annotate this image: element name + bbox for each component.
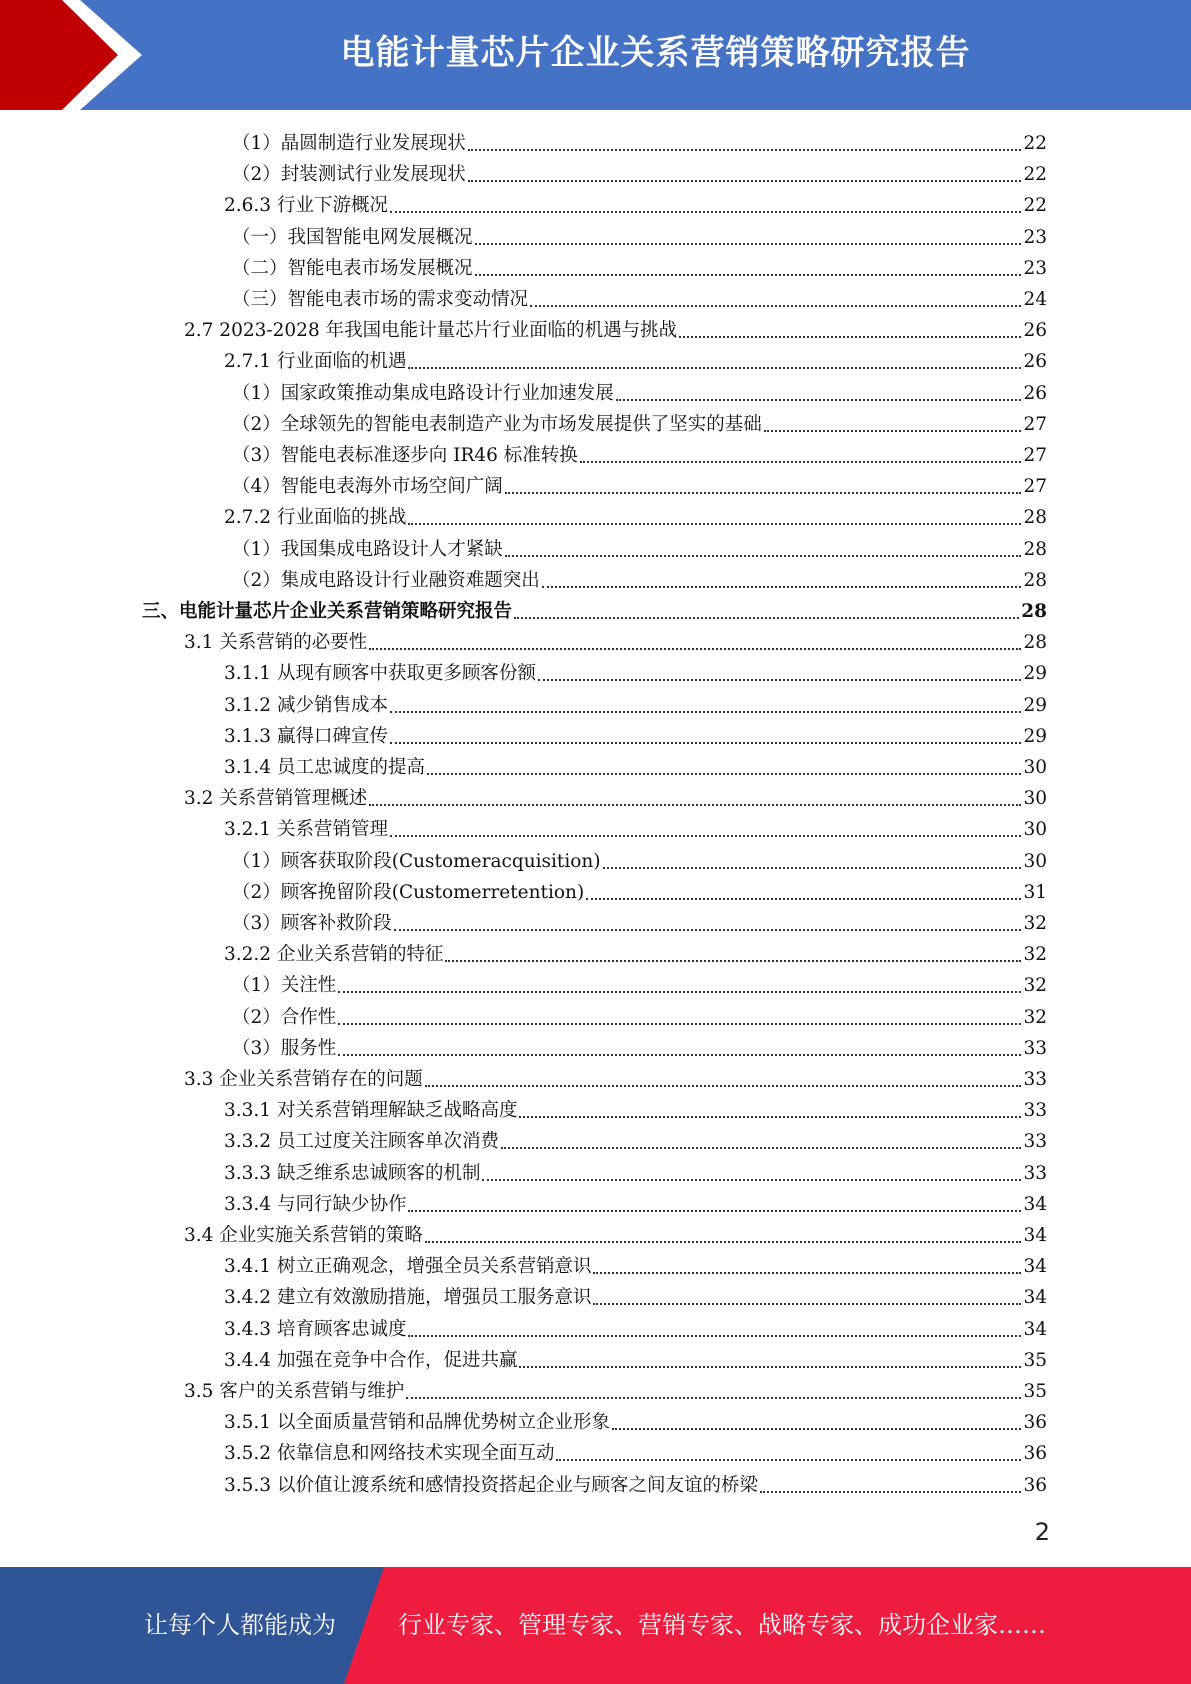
toc-entry-title: 3.1 关系营销的必要性: [184, 632, 368, 654]
toc-entry[interactable]: [224, 1189, 1047, 1220]
toc-dot-leader: [482, 1179, 1021, 1181]
toc-entry-title: （3）智能电表标准逐步向 IR46 标准转换: [232, 445, 578, 466]
toc-dot-leader: [530, 305, 1021, 307]
toc-entry-title: （2）顾客挽留阶段(Customerretention): [232, 881, 585, 903]
toc-entry-title: （3）顾客补救阶段: [232, 913, 392, 934]
toc-entry-title: 3.1.4 员工忠诚度的提高: [224, 757, 425, 778]
toc-entry-page: 28: [1023, 569, 1047, 591]
toc-entry-title: （二）智能电表市场发展概况: [232, 257, 473, 279]
toc-entry-page: 27: [1023, 445, 1047, 466]
toc-entry[interactable]: [184, 783, 1047, 814]
toc-dot-leader: [390, 742, 1021, 744]
toc-dot-leader: [505, 492, 1022, 494]
toc-entry[interactable]: [224, 1095, 1047, 1126]
toc-entry[interactable]: [232, 253, 1047, 284]
toc-entry-page: 22: [1023, 133, 1047, 154]
toc-entry[interactable]: [224, 1345, 1047, 1376]
toc-entry-title: 3.4.3 培育顾客忠诚度: [224, 1318, 407, 1340]
toc-entry-title: （1）顾客获取阶段(Customeracquisition): [232, 850, 601, 872]
toc-dot-leader: [679, 336, 1021, 338]
toc-entry-title: 3.3.2 员工过度关注顾客单次消费: [224, 1131, 499, 1153]
footer-slogan-right: 行业专家、管理专家、营销专家、战略专家、成功企业家……: [398, 1611, 1046, 1639]
toc-entry-page: 22: [1023, 195, 1047, 217]
toc-entry-page: 32: [1023, 975, 1047, 997]
toc-entry-title: 2.7.1 行业面临的机遇: [224, 351, 407, 373]
toc-dot-leader: [369, 804, 1021, 806]
toc-entry-page: 34: [1023, 1256, 1047, 1278]
toc-entry-title: 三、电能计量芯片企业关系营销策略研究报告: [142, 601, 513, 622]
toc-dot-leader: [501, 1147, 1021, 1149]
toc-entry[interactable]: [232, 471, 1047, 502]
toc-entry-title: （一）我国智能电网发展概况: [232, 226, 473, 248]
toc-entry[interactable]: [232, 128, 1047, 159]
toc-entry[interactable]: [224, 752, 1047, 783]
toc-dot-leader: [538, 679, 1021, 681]
toc-entry[interactable]: [224, 190, 1047, 221]
toc-entry[interactable]: [142, 596, 1047, 627]
toc-entry[interactable]: [232, 534, 1047, 565]
toc-dot-leader: [556, 1459, 1021, 1461]
toc-entry-title: （1）关注性: [232, 975, 337, 997]
toc-dot-leader: [408, 523, 1021, 525]
toc-dot-leader: [390, 211, 1021, 213]
toc-entry-title: 3.1.3 赢得口碑宣传: [224, 725, 388, 747]
toc-entry-page: 29: [1023, 663, 1047, 685]
toc-entry-title: 2.7 2023-2028 年我国电能计量芯片行业面临的机遇与挑战: [184, 320, 678, 342]
toc-dot-leader: [425, 1241, 1022, 1243]
toc-entry-title: 2.6.3 行业下游概况: [224, 195, 388, 217]
toc-entry[interactable]: [224, 346, 1047, 377]
toc-entry-page: 35: [1023, 1349, 1047, 1371]
toc-entry[interactable]: [232, 159, 1047, 190]
toc-entry-page: 23: [1023, 226, 1047, 248]
toc-entry[interactable]: [184, 1220, 1047, 1251]
toc-entry[interactable]: [224, 1158, 1047, 1189]
toc-dot-leader: [390, 835, 1021, 837]
toc-dot-leader: [542, 586, 1022, 588]
toc-entry-page: 34: [1023, 1287, 1047, 1309]
toc-dot-leader: [593, 1272, 1021, 1274]
toc-entry[interactable]: [232, 908, 1047, 939]
toc-entry-page: 33: [1023, 1162, 1047, 1184]
toc-dot-leader: [427, 773, 1021, 775]
toc-entry-page: 29: [1023, 725, 1047, 747]
toc-entry-page: 30: [1023, 757, 1047, 778]
toc-entry-title: 3.2.2 企业关系营销的特征: [224, 944, 444, 966]
toc-entry-title: 3.5.2 依靠信息和网络技术实现全面互动: [224, 1443, 555, 1465]
toc-entry[interactable]: [232, 378, 1047, 409]
toc-entry[interactable]: [224, 1251, 1047, 1282]
toc-entry-page: 34: [1023, 1318, 1047, 1340]
toc-entry-page: 27: [1023, 413, 1047, 435]
toc-dot-leader: [338, 1054, 1021, 1056]
toc-entry-page: 36: [1023, 1443, 1047, 1465]
toc-dot-leader: [468, 149, 1022, 151]
toc-entry-title: （1）晶圆制造行业发展现状: [232, 133, 466, 154]
toc-entry[interactable]: [224, 721, 1047, 752]
toc-entry-page: 35: [1023, 1381, 1047, 1402]
toc-dot-leader: [760, 1491, 1021, 1493]
toc-entry[interactable]: [224, 658, 1047, 689]
toc-dot-leader: [616, 399, 1022, 401]
toc-entry-title: （三）智能电表市场的需求变动情况: [232, 289, 529, 310]
toc-entry-title: 3.4.2 建立有效激励措施，增强员工服务意识: [224, 1287, 592, 1309]
toc-entry-title: 3.4.1 树立正确观念，增强全员关系营销意识: [224, 1256, 592, 1278]
toc-entry[interactable]: [224, 502, 1047, 533]
toc-dot-leader: [505, 555, 1022, 557]
toc-entry-page: 33: [1023, 1131, 1047, 1153]
toc-entry-page: 32: [1023, 944, 1047, 966]
toc-entry-title: （2）封装测试行业发展现状: [232, 164, 466, 186]
toc-entry[interactable]: [184, 627, 1047, 658]
toc-dot-leader: [612, 1428, 1021, 1430]
toc-dot-leader: [519, 1366, 1021, 1368]
toc-entry-title: （3）服务性: [232, 1037, 337, 1059]
toc-entry[interactable]: [224, 814, 1047, 845]
toc-entry[interactable]: [224, 939, 1047, 970]
footer-slogan-left: 让每个人都能成为: [144, 1611, 336, 1639]
toc-entry-title: 3.5.1 以全面质量营销和品牌优势树立企业形象: [224, 1412, 610, 1434]
toc-entry-page: 33: [1023, 1100, 1047, 1122]
toc-entry-title: （2）全球领先的智能电表制造产业为市场发展提供了坚实的基础: [232, 413, 762, 435]
toc-dot-leader: [445, 960, 1021, 962]
toc-entry[interactable]: [224, 1282, 1047, 1313]
toc-entry-title: 3.1.1 从现有顾客中获取更多顾客份额: [224, 663, 536, 685]
toc-entry[interactable]: [232, 970, 1047, 1001]
toc-entry[interactable]: [224, 1438, 1047, 1469]
toc-entry-page: 36: [1023, 1474, 1047, 1496]
toc-dot-leader: [369, 648, 1021, 650]
toc-entry-title: 2.7.2 行业面临的挑战: [224, 507, 407, 529]
toc-entry[interactable]: [232, 440, 1047, 471]
toc-dot-leader: [394, 929, 1022, 931]
toc-dot-leader: [475, 243, 1022, 245]
toc-dot-leader: [603, 867, 1022, 869]
toc-entry[interactable]: [224, 1470, 1047, 1501]
toc-dot-leader: [764, 430, 1022, 432]
toc-entry-page: 36: [1023, 1412, 1047, 1434]
toc-entry-page: 33: [1023, 1069, 1047, 1090]
toc-entry[interactable]: [232, 565, 1047, 596]
toc-dot-leader: [408, 1210, 1021, 1212]
toc-entry-page: 26: [1023, 320, 1047, 342]
toc-dot-leader: [408, 1335, 1021, 1337]
toc-dot-leader: [468, 180, 1022, 182]
toc-entry-title: 3.3 企业关系营销存在的问题: [184, 1069, 423, 1090]
toc-entry-title: （4）智能电表海外市场空间广阔: [232, 476, 503, 498]
toc-entry[interactable]: [232, 1002, 1047, 1033]
toc-entry-page: 24: [1023, 289, 1047, 310]
toc-entry-title: 3.1.2 减少销售成本: [224, 694, 388, 716]
toc-entry[interactable]: [232, 284, 1047, 315]
toc-dot-leader: [519, 1116, 1021, 1118]
toc-entry[interactable]: [232, 222, 1047, 253]
toc-dot-leader: [338, 1023, 1021, 1025]
toc-dot-leader: [475, 274, 1022, 276]
toc-entry-title: 3.5.3 以价值让渡系统和感情投资搭起企业与顾客之间友谊的桥梁: [224, 1474, 758, 1496]
toc-dot-leader: [390, 711, 1021, 713]
toc-dot-leader: [580, 461, 1022, 463]
toc-entry[interactable]: [232, 1033, 1047, 1064]
toc-entry-title: 3.4 企业实施关系营销的策略: [184, 1225, 423, 1246]
toc-entry-page: 32: [1023, 1006, 1047, 1028]
toc-entry-title: 3.3.3 缺乏维系忠诚顾客的机制: [224, 1162, 481, 1184]
toc-entry[interactable]: [232, 846, 1047, 877]
toc-entry-title: 3.3.1 对关系营销理解缺乏战略高度: [224, 1100, 518, 1122]
toc-entry[interactable]: [224, 1314, 1047, 1345]
toc-entry-title: （2）集成电路设计行业融资难题突出: [232, 569, 540, 591]
toc-entry[interactable]: [224, 1407, 1047, 1438]
page-number: 2: [1034, 1518, 1050, 1546]
toc-entry[interactable]: [224, 690, 1047, 721]
toc-entry-page: 28: [1023, 538, 1047, 560]
toc-entry[interactable]: [232, 877, 1047, 908]
toc-entry-page: 30: [1023, 850, 1047, 872]
toc-entry-page: 30: [1023, 819, 1047, 841]
toc-entry-page: 34: [1023, 1225, 1047, 1246]
toc-entry[interactable]: [184, 1064, 1047, 1095]
toc-entry-page: 29: [1023, 694, 1047, 716]
toc-entry[interactable]: [232, 409, 1047, 440]
toc-entry-title: 3.4.4 加强在竞争中合作，促进共赢: [224, 1349, 518, 1371]
toc-entry-page: 28: [1023, 507, 1047, 529]
toc-entry-page: 26: [1023, 351, 1047, 373]
toc-entry-title: 3.2 关系营销管理概述: [184, 788, 368, 810]
toc-entry-title: （2）合作性: [232, 1006, 337, 1028]
toc-dot-leader: [514, 617, 1019, 619]
toc-dot-leader: [338, 991, 1021, 993]
toc-entry-page: 27: [1023, 476, 1047, 498]
toc-dot-leader: [406, 1397, 1021, 1399]
toc-entry-page: 22: [1023, 164, 1047, 186]
toc-dot-leader: [408, 367, 1021, 369]
page-footer: [0, 1567, 1191, 1684]
toc-entry[interactable]: [184, 1376, 1047, 1407]
toc-entry-page: 26: [1023, 382, 1047, 404]
toc-dot-leader: [425, 1085, 1022, 1087]
toc-entry-title: （1）国家政策推动集成电路设计行业加速发展: [232, 382, 614, 404]
toc-entry-title: 3.5 客户的关系营销与维护: [184, 1381, 405, 1402]
toc-entry-page: 31: [1023, 881, 1047, 903]
toc-entry-page: 32: [1023, 913, 1047, 934]
toc-dot-leader: [593, 1303, 1021, 1305]
toc-entry[interactable]: [184, 315, 1047, 346]
toc-entry-page: 34: [1023, 1193, 1047, 1215]
toc-entry-title: 3.3.4 与同行缺少协作: [224, 1193, 407, 1215]
toc-entry-page: 33: [1023, 1037, 1047, 1059]
toc-entry-page: 28: [1023, 632, 1047, 654]
toc-entry-page: 28: [1021, 601, 1047, 622]
toc-dot-leader: [586, 898, 1021, 900]
toc-entry[interactable]: [224, 1126, 1047, 1157]
toc-entry-title: （1）我国集成电路设计人才紧缺: [232, 538, 503, 560]
toc-entry-page: 23: [1023, 257, 1047, 279]
toc-entry-title: 3.2.1 关系营销管理: [224, 819, 388, 841]
header-title: 电能计量芯片企业关系营销策略研究报告: [340, 33, 971, 73]
page-header: [0, 0, 1191, 110]
toc-entry-page: 30: [1023, 788, 1047, 810]
